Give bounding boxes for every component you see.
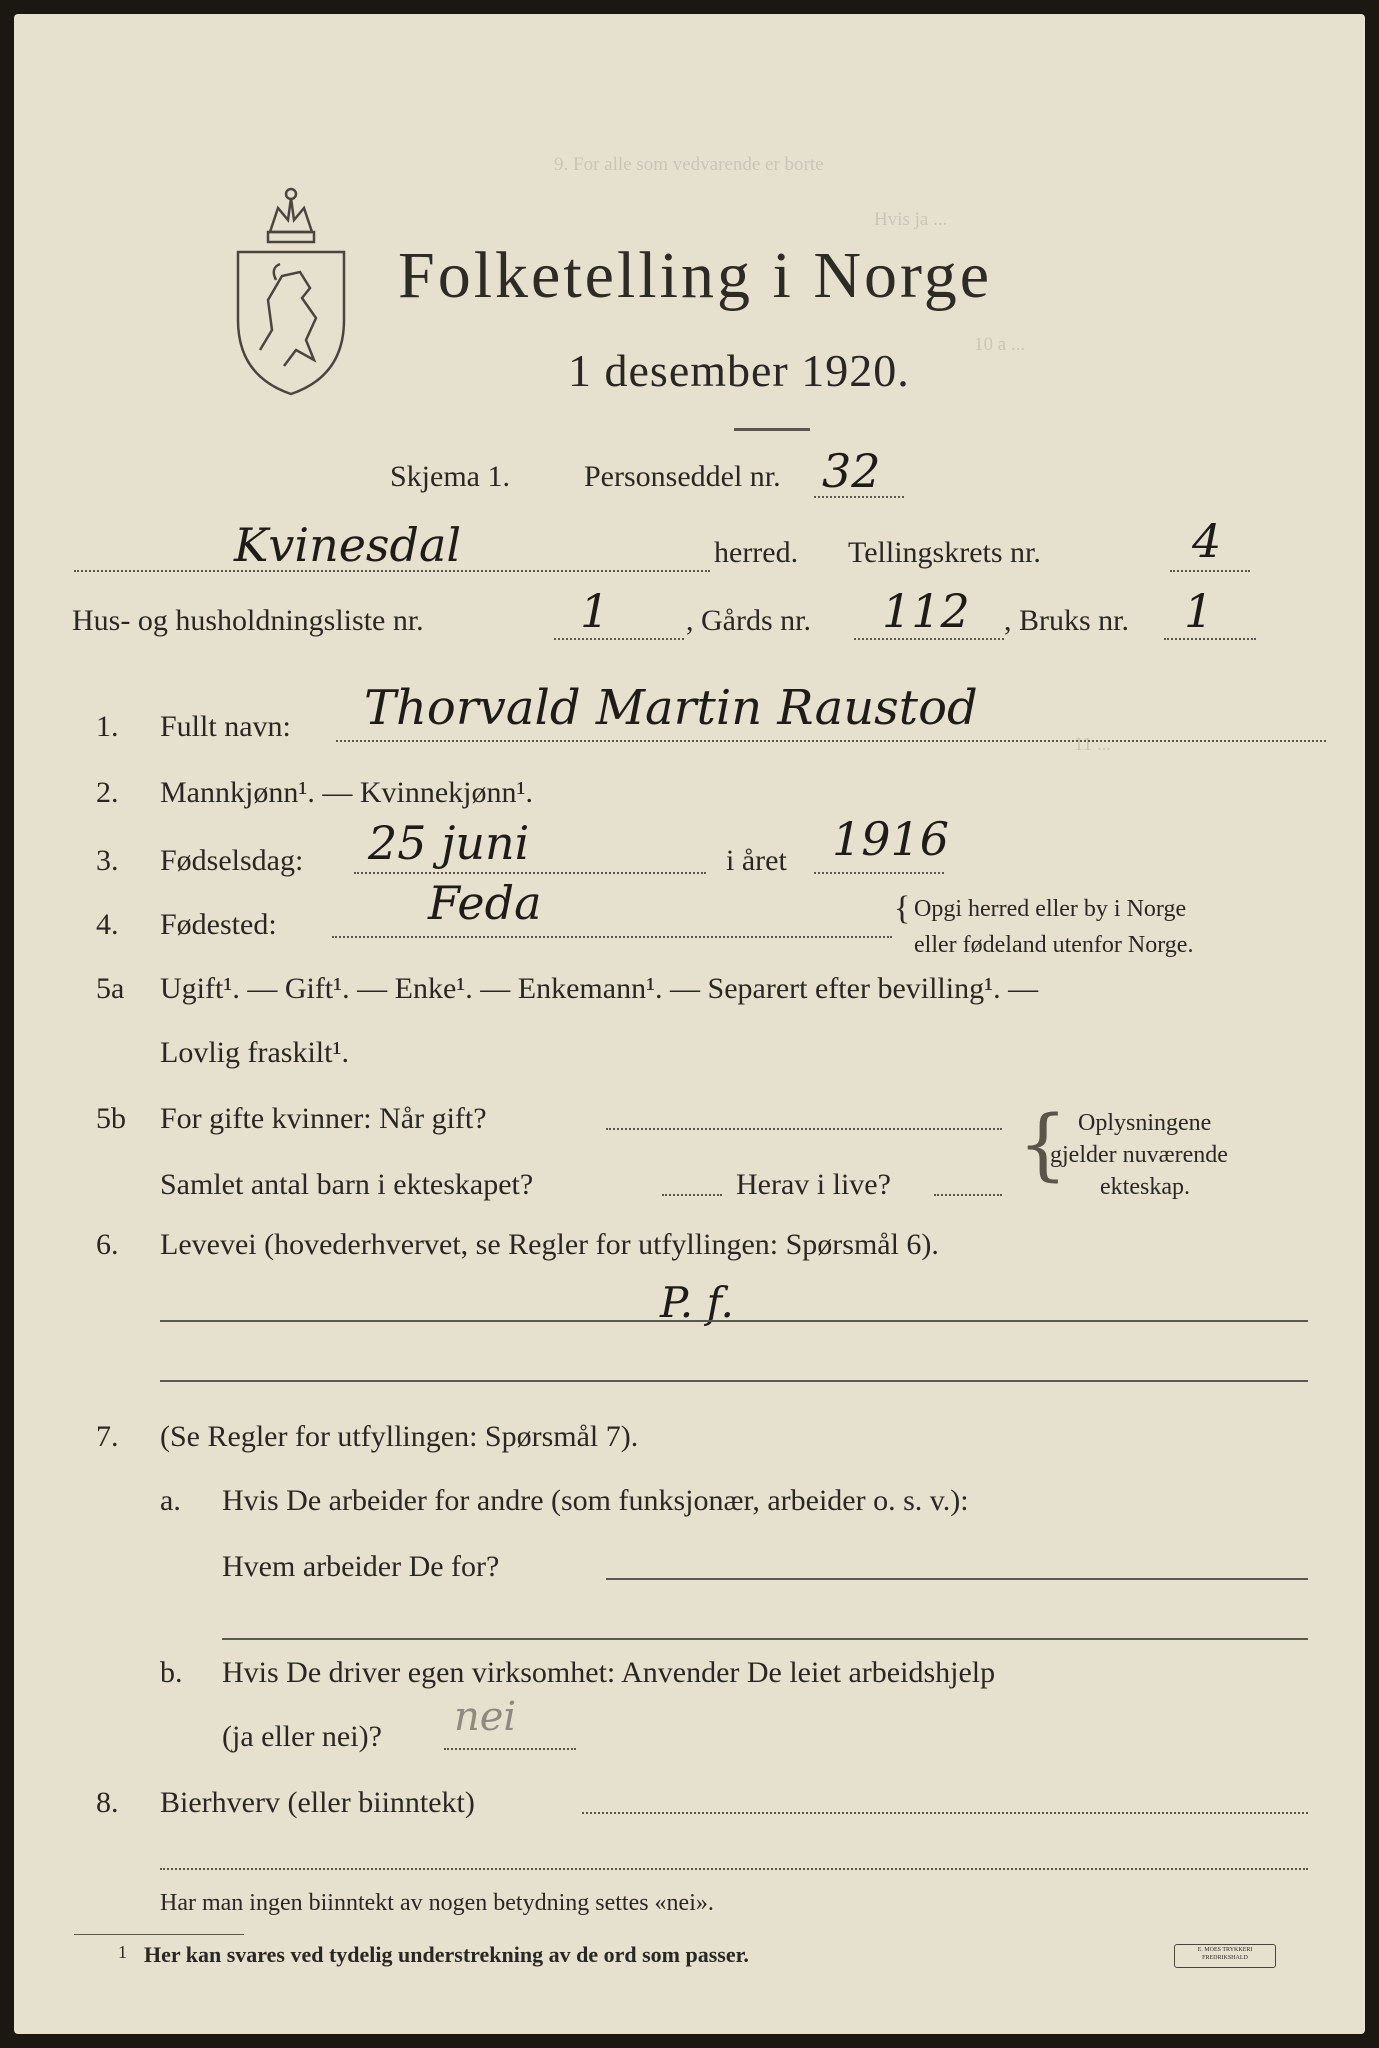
q5b-note-line-3: ekteskap. bbox=[1100, 1174, 1190, 1200]
bleed-through-text: Hvis ja ... bbox=[874, 209, 948, 230]
q4-label: Fødested: bbox=[160, 908, 277, 941]
gards-field[interactable] bbox=[854, 638, 1004, 640]
q3-number: 3. bbox=[96, 844, 119, 877]
employer-field[interactable] bbox=[606, 1578, 1308, 1580]
q5b-brace: { bbox=[1018, 1100, 1068, 1190]
q3-year-label: i året bbox=[726, 844, 787, 877]
q1-label: Fullt navn: bbox=[160, 710, 291, 743]
title-divider bbox=[734, 428, 810, 431]
hired-help-value: nei bbox=[454, 1694, 517, 1740]
herred-field[interactable] bbox=[74, 570, 710, 572]
herred-value: Kvinesdal bbox=[234, 518, 462, 572]
q4-number: 4. bbox=[96, 908, 119, 941]
bleed-through-text: 9. For alle som vedvarende er borte bbox=[554, 154, 824, 175]
bleed-through-text: 11 ... bbox=[1074, 734, 1112, 755]
q6-label: Levevei (hovederhvervet, se Regler for utfyllingen: Spørsmål 6). bbox=[160, 1228, 939, 1261]
q5b-label: For gifte kvinner: Når gift? bbox=[160, 1102, 487, 1135]
q5b-note-line-2: gjelder nuværende bbox=[1050, 1142, 1228, 1168]
personseddel-label: Personseddel nr. bbox=[584, 460, 781, 493]
tellingskrets-field[interactable] bbox=[1170, 570, 1250, 572]
q5a-number: 5a bbox=[96, 972, 125, 1005]
marital-status-options[interactable]: Ugift¹. — Gift¹. — Enke¹. — Enkemann¹. — Separert efter bevilling¹. — bbox=[160, 972, 1039, 1005]
personseddel-field[interactable] bbox=[814, 496, 904, 498]
side-income-note: Har man ingen biinntekt av nogen betydning settes «nei». bbox=[160, 1890, 714, 1916]
bruks-label: , Bruks nr. bbox=[1004, 604, 1130, 637]
bruks-value: 1 bbox=[1184, 584, 1214, 638]
q2-number: 2. bbox=[96, 776, 119, 809]
q4-brace: { bbox=[894, 890, 911, 927]
side-income-field-2[interactable] bbox=[160, 1868, 1308, 1870]
q7-number: 7. bbox=[96, 1420, 119, 1453]
bleed-through-text: 10 a ... bbox=[974, 334, 1026, 355]
tellingskrets-label: Tellingskrets nr. bbox=[848, 536, 1041, 569]
occupation-value: P. f. bbox=[660, 1278, 734, 1327]
birth-year-value: 1916 bbox=[832, 812, 950, 866]
form-title: Folketelling i Norge bbox=[398, 239, 993, 312]
herred-label: herred. bbox=[714, 536, 799, 569]
hired-help-field[interactable] bbox=[444, 1748, 576, 1750]
census-date: 1 desember 1920. bbox=[568, 345, 910, 396]
birthplace-value: Feda bbox=[428, 876, 542, 930]
q7-label: (Se Regler for utfyllingen: Spørsmål 7). bbox=[160, 1420, 639, 1453]
full-name-value: Thorvald Martin Raustod bbox=[364, 680, 978, 736]
children-alive-field[interactable] bbox=[934, 1194, 1002, 1196]
q5b-children-label: Samlet antal barn i ekteskapet? bbox=[160, 1168, 534, 1201]
printer-stamp bbox=[1174, 1944, 1276, 1968]
q6-number: 6. bbox=[96, 1228, 119, 1261]
norway-coat-of-arms-icon bbox=[230, 180, 352, 400]
husliste-field[interactable] bbox=[554, 638, 684, 640]
q1-number: 1. bbox=[96, 710, 119, 743]
skjema-label: Skjema 1. bbox=[390, 460, 510, 493]
q3-label: Fødselsdag: bbox=[160, 844, 304, 877]
birthday-value: 25 juni bbox=[368, 816, 530, 870]
q4-note-line-1: Opgi herred eller by i Norge bbox=[914, 896, 1187, 922]
gender-options[interactable]: Mannkjønn¹. — Kvinnekjønn¹. bbox=[160, 776, 533, 809]
q4-note-line-2: eller fødeland utenfor Norge. bbox=[914, 932, 1194, 958]
q5b-number: 5b bbox=[96, 1102, 126, 1135]
footnote-text: Her kan svares ved tydelig understrekning av de ord som passer. bbox=[144, 1942, 749, 1967]
tellingskrets-value: 4 bbox=[1192, 514, 1222, 568]
q5b-note-line-1: Oplysningene bbox=[1078, 1110, 1212, 1136]
occupation-field[interactable] bbox=[160, 1320, 1308, 1322]
children-total-field[interactable] bbox=[662, 1194, 722, 1196]
q7b-letter: b. bbox=[160, 1656, 183, 1689]
q5b-alive-label: Herav i live? bbox=[736, 1168, 891, 1201]
q7a-employer-label: Hvem arbeider De for? bbox=[222, 1550, 500, 1583]
gards-label: , Gårds nr. bbox=[686, 604, 811, 637]
footnote-rule bbox=[74, 1934, 244, 1935]
occupation-field-2[interactable] bbox=[160, 1380, 1308, 1382]
married-when-field[interactable] bbox=[606, 1128, 1002, 1130]
census-form-page bbox=[14, 14, 1365, 2034]
q7b-yesno-label: (ja eller nei)? bbox=[222, 1720, 382, 1753]
q8-label: Bierhverv (eller biinntekt) bbox=[160, 1786, 475, 1819]
q8-number: 8. bbox=[96, 1786, 119, 1819]
husliste-label: Hus- og husholdningsliste nr. bbox=[72, 604, 424, 637]
footnote-number: 1 bbox=[118, 1942, 127, 1962]
q7a-letter: a. bbox=[160, 1484, 181, 1517]
personseddel-value: 32 bbox=[822, 444, 881, 498]
birthday-field[interactable] bbox=[354, 872, 706, 874]
husliste-value: 1 bbox=[580, 584, 610, 638]
employer-field-2[interactable] bbox=[222, 1638, 1308, 1640]
bruks-field[interactable] bbox=[1164, 638, 1256, 640]
q7a-label: Hvis De arbeider for andre (som funksjonær, arbeider o. s. v.): bbox=[222, 1484, 969, 1517]
birthplace-field[interactable] bbox=[332, 936, 892, 938]
marital-status-options-2[interactable]: Lovlig fraskilt¹. bbox=[160, 1036, 349, 1069]
side-income-field[interactable] bbox=[582, 1812, 1308, 1814]
full-name-field[interactable] bbox=[336, 740, 1326, 742]
birth-year-field[interactable] bbox=[814, 872, 944, 874]
printer-stamp-text: E. MOES TRYKKERI FREDRIKSHALD bbox=[1197, 1947, 1253, 1961]
q7b-label: Hvis De driver egen virksomhet: Anvender De leiet arbeidshjelp bbox=[222, 1656, 996, 1689]
gards-value: 112 bbox=[882, 584, 970, 638]
